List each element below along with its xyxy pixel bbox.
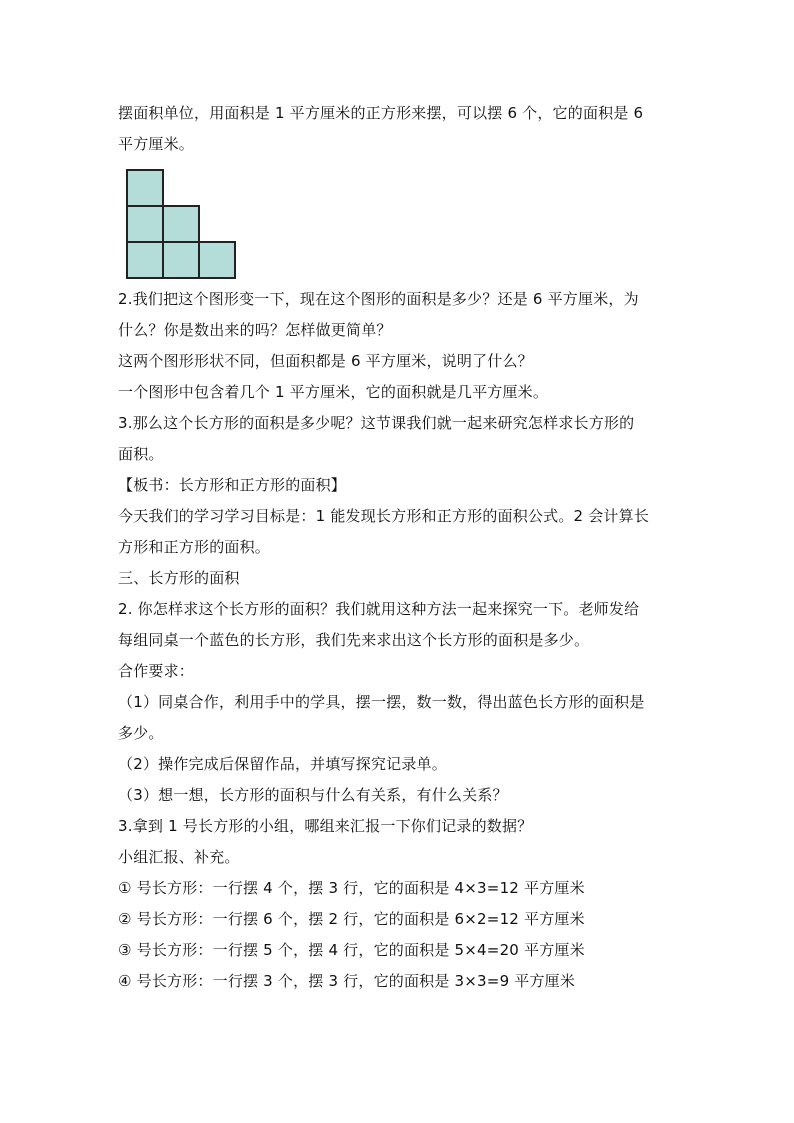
result-line: ① 号长方形：一行摆 4 个，摆 3 行，它的面积是 4×3=12 平方厘米	[118, 879, 585, 897]
paragraph-line: 3.那么这个长方形的面积是多少呢？这节课我们就一起来研究怎样求长方形的	[118, 414, 635, 432]
paragraph-line: 3.拿到 1 号长方形的小组，哪组来汇报一下你们记录的数据？	[118, 817, 533, 835]
paragraph-line: 小组汇报、补充。	[118, 848, 240, 866]
section-heading: 三、长方形的面积	[118, 569, 240, 587]
result-line: ④ 号长方形：一行摆 3 个，摆 3 行，它的面积是 3×3=9 平方厘米	[118, 972, 576, 990]
unit-square	[126, 205, 164, 243]
unit-square	[126, 241, 164, 279]
paragraph-line: 这两个图形形状不同，但面积都是 6 平方厘米，说明了什么？	[118, 352, 533, 370]
unit-square	[162, 241, 200, 279]
result-line: ② 号长方形：一行摆 6 个，摆 2 行，它的面积是 6×2=12 平方厘米	[118, 910, 585, 928]
paragraph-line: （3）想一想，长方形的面积与什么有关系，有什么关系？	[118, 786, 508, 804]
paragraph-line: 方形和正方形的面积。	[118, 538, 271, 556]
paragraph-line: 摆面积单位，用面积是 1 平方厘米的正方形来摆，可以摆 6 个，它的面积是 6	[118, 104, 644, 122]
unit-square	[126, 169, 164, 207]
document-body	[118, 98, 678, 997]
paragraph-line: 2.我们把这个图形变一下，现在这个图形的面积是多少？还是 6 平方厘米，为	[118, 290, 639, 308]
paragraph-line: （2）操作完成后保留作品，并填写探究记录单。	[118, 755, 447, 773]
paragraph-line: 平方厘米。	[118, 135, 195, 153]
unit-square	[198, 241, 236, 279]
paragraph-line: 多少。	[118, 724, 164, 742]
paragraph-line: （1）同桌合作，利用手中的学具，摆一摆，数一数，得出蓝色长方形的面积是	[118, 693, 645, 711]
paragraph-line: 一个图形中包含着几个 1 平方厘米，它的面积就是几平方厘米。	[118, 383, 549, 401]
paragraph-line: 每组同桌一个蓝色的长方形，我们先来求出这个长方形的面积是多少。	[118, 631, 590, 649]
paragraph-line: 2. 你怎样求这个长方形的面积？我们就用这种方法一起来探究一下。老师发给	[118, 600, 640, 618]
paragraph-line: 面积。	[118, 445, 164, 463]
paragraph-line: 什么？你是数出来的吗？怎样做更简单？	[118, 321, 392, 339]
unit-square	[162, 205, 200, 243]
paragraph-line: 今天我们的学习学习目标是：1 能发现长方形和正方形的面积公式。2 会计算长	[118, 507, 650, 525]
result-line: ③ 号长方形：一行摆 5 个，摆 4 行，它的面积是 5×4=20 平方厘米	[118, 941, 585, 959]
staircase-squares-figure	[126, 169, 236, 277]
blackboard-title: 【板书：长方形和正方形的面积】	[118, 476, 347, 494]
paragraph-line: 合作要求：	[118, 662, 195, 680]
